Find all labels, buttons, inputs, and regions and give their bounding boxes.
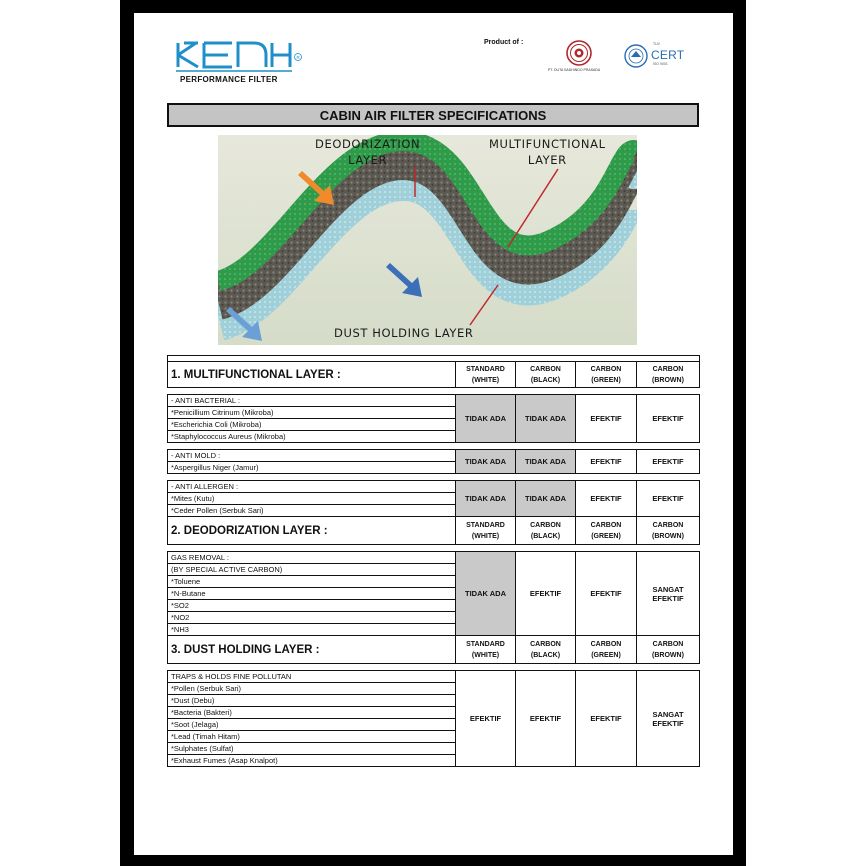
list-item: *SO2 xyxy=(168,600,456,612)
value-line: SANGAT xyxy=(652,584,684,594)
col-carbon-black xyxy=(516,517,576,545)
manufacturer-caption: PT. DUTA SADHINDO PRASADA xyxy=(548,68,601,72)
col-variant: (GREEN) xyxy=(591,376,621,384)
cert-standard-label: ISO 9001 xyxy=(653,62,668,66)
section-header-row xyxy=(168,362,700,388)
table-row xyxy=(168,552,700,564)
list-item: *Ceder Pollen (Serbuk Sari) xyxy=(168,505,456,517)
col-variant: (BROWN) xyxy=(652,532,684,540)
spacer-row xyxy=(168,474,700,481)
col-name: CARBON xyxy=(652,640,684,648)
col-variant: (BLACK) xyxy=(530,532,561,540)
col-standard-white xyxy=(456,517,516,545)
list-item: *Toluene xyxy=(168,576,456,588)
group-title: - ANTI ALLERGEN : xyxy=(168,481,456,493)
value-cell: TIDAK ADA xyxy=(516,395,576,443)
deodorization-layer-label xyxy=(315,136,420,168)
value-line: EFEKTIF xyxy=(652,593,684,603)
value-cell: EFEKTIF xyxy=(637,481,700,517)
spec-table xyxy=(167,355,700,767)
col-variant: (GREEN) xyxy=(591,651,621,659)
col-name: STANDARD xyxy=(466,365,505,373)
col-name: CARBON xyxy=(530,521,561,529)
manufacturer-seal-icon xyxy=(566,40,592,66)
col-name: CARBON xyxy=(652,521,684,529)
list-item: *Lead (Timah Hitam) xyxy=(168,731,456,743)
value-cell: EFEKTIF xyxy=(516,552,576,636)
certification-seal-icon xyxy=(624,44,648,68)
cert-label: CERT xyxy=(651,48,685,62)
list-item: *Sulphates (Sulfat) xyxy=(168,743,456,755)
col-name: STANDARD xyxy=(466,640,505,648)
list-item: *Bacteria (Bakteri) xyxy=(168,707,456,719)
list-item: *NO2 xyxy=(168,612,456,624)
brand-tagline: PERFORMANCE FILTER xyxy=(180,75,278,84)
col-variant: (WHITE) xyxy=(471,532,500,540)
col-carbon-green xyxy=(576,362,637,388)
col-variant: (WHITE) xyxy=(471,376,500,384)
col-name: STANDARD xyxy=(466,521,505,529)
deodorization-label-line2: LAYER xyxy=(348,153,388,167)
list-item: *Exhaust Fumes (Asap Knalpot) xyxy=(168,755,456,767)
col-name: CARBON xyxy=(530,365,561,373)
list-item: *Escherichia Coli (Mikroba) xyxy=(168,419,456,431)
spacer-row xyxy=(168,664,700,671)
col-variant: (BLACK) xyxy=(530,651,561,659)
spacer-row xyxy=(168,388,700,395)
product-of-label: Product of : xyxy=(484,39,524,46)
multifunctional-label-line2: LAYER xyxy=(527,153,567,167)
value-cell: EFEKTIF xyxy=(456,671,516,767)
col-name: CARBON xyxy=(530,640,561,648)
spacer-row xyxy=(168,443,700,450)
list-item: *Mites (Kutu) xyxy=(168,493,456,505)
spacer-row xyxy=(168,545,700,552)
multifunctional-label-line1: MULTIFUNCTIONAL xyxy=(489,137,606,151)
col-name: CARBON xyxy=(590,365,622,373)
table-row xyxy=(168,671,700,683)
value-cell: EFEKTIF xyxy=(637,395,700,443)
value-cell: EFEKTIF xyxy=(516,671,576,767)
value-cell: EFEKTIF xyxy=(576,552,637,636)
section-heading: 3. DUST HOLDING LAYER : xyxy=(168,636,456,664)
page-title: CABIN AIR FILTER SPECIFICATIONS xyxy=(319,107,547,123)
value-cell: TIDAK ADA xyxy=(456,481,516,517)
list-item: *Aspergillus Niger (Jamur) xyxy=(168,462,456,474)
value-cell: EFEKTIF xyxy=(576,450,637,474)
value-cell: TIDAK ADA xyxy=(456,395,516,443)
deodorization-label-line1: DEODORIZATION xyxy=(315,137,421,151)
title-bar xyxy=(167,103,699,127)
table-row xyxy=(168,395,700,407)
svg-text:R: R xyxy=(296,55,300,60)
section-heading: 1. MULTIFUNCTIONAL LAYER : xyxy=(168,362,456,388)
value-cell: EFEKTIF xyxy=(637,450,700,474)
group-title: GAS REMOVAL : xyxy=(168,552,456,564)
dust-holding-layer-label: DUST HOLDING LAYER xyxy=(334,326,474,340)
list-item: (BY SPECIAL ACTIVE CARBON) xyxy=(168,564,456,576)
section-header-row xyxy=(168,517,700,545)
col-carbon-green xyxy=(576,636,637,664)
list-item: *Penicillium Citrinum (Mikroba) xyxy=(168,407,456,419)
multifunctional-layer-label xyxy=(489,136,606,168)
table-row xyxy=(168,450,700,462)
col-carbon-brown xyxy=(637,362,700,388)
value-cell: TIDAK ADA xyxy=(516,450,576,474)
list-item: *Dust (Debu) xyxy=(168,695,456,707)
list-item: *Staphylococcus Aureus (Mikroba) xyxy=(168,431,456,443)
table-row xyxy=(168,481,700,493)
col-name: CARBON xyxy=(652,365,684,373)
value-cell xyxy=(637,552,700,636)
section-header-row xyxy=(168,636,700,664)
cert-body-label: TUV xyxy=(653,42,660,46)
value-cell: EFEKTIF xyxy=(576,395,637,443)
value-cell: TIDAK ADA xyxy=(516,481,576,517)
col-standard-white xyxy=(456,362,516,388)
col-variant: (BROWN) xyxy=(652,651,684,659)
col-carbon-brown xyxy=(637,517,700,545)
col-name: CARBON xyxy=(590,521,622,529)
list-item: *NH3 xyxy=(168,624,456,636)
col-variant: (GREEN) xyxy=(591,532,621,540)
col-variant: (WHITE) xyxy=(471,651,500,659)
value-cell: EFEKTIF xyxy=(576,481,637,517)
col-carbon-black xyxy=(516,636,576,664)
col-standard-white xyxy=(456,636,516,664)
list-item: *N-Butane xyxy=(168,588,456,600)
group-title: - ANTI BACTERIAL : xyxy=(168,395,456,407)
group-title: - ANTI MOLD : xyxy=(168,450,456,462)
col-carbon-black xyxy=(516,362,576,388)
value-line: EFEKTIF xyxy=(652,718,684,728)
col-variant: (BLACK) xyxy=(530,376,561,384)
value-cell: EFEKTIF xyxy=(576,671,637,767)
col-carbon-brown xyxy=(637,636,700,664)
group-title: TRAPS & HOLDS FINE POLLUTAN xyxy=(168,671,456,683)
value-cell: TIDAK ADA xyxy=(456,552,516,636)
list-item: *Pollen (Serbuk Sari) xyxy=(168,683,456,695)
list-item: *Soot (Jelaga) xyxy=(168,719,456,731)
col-name: CARBON xyxy=(590,640,622,648)
value-cell: TIDAK ADA xyxy=(456,450,516,474)
col-variant: (BROWN) xyxy=(652,376,684,384)
value-cell xyxy=(637,671,700,767)
section-heading: 2. DEODORIZATION LAYER : xyxy=(168,517,456,545)
value-line: SANGAT xyxy=(652,709,684,719)
col-carbon-green xyxy=(576,517,637,545)
